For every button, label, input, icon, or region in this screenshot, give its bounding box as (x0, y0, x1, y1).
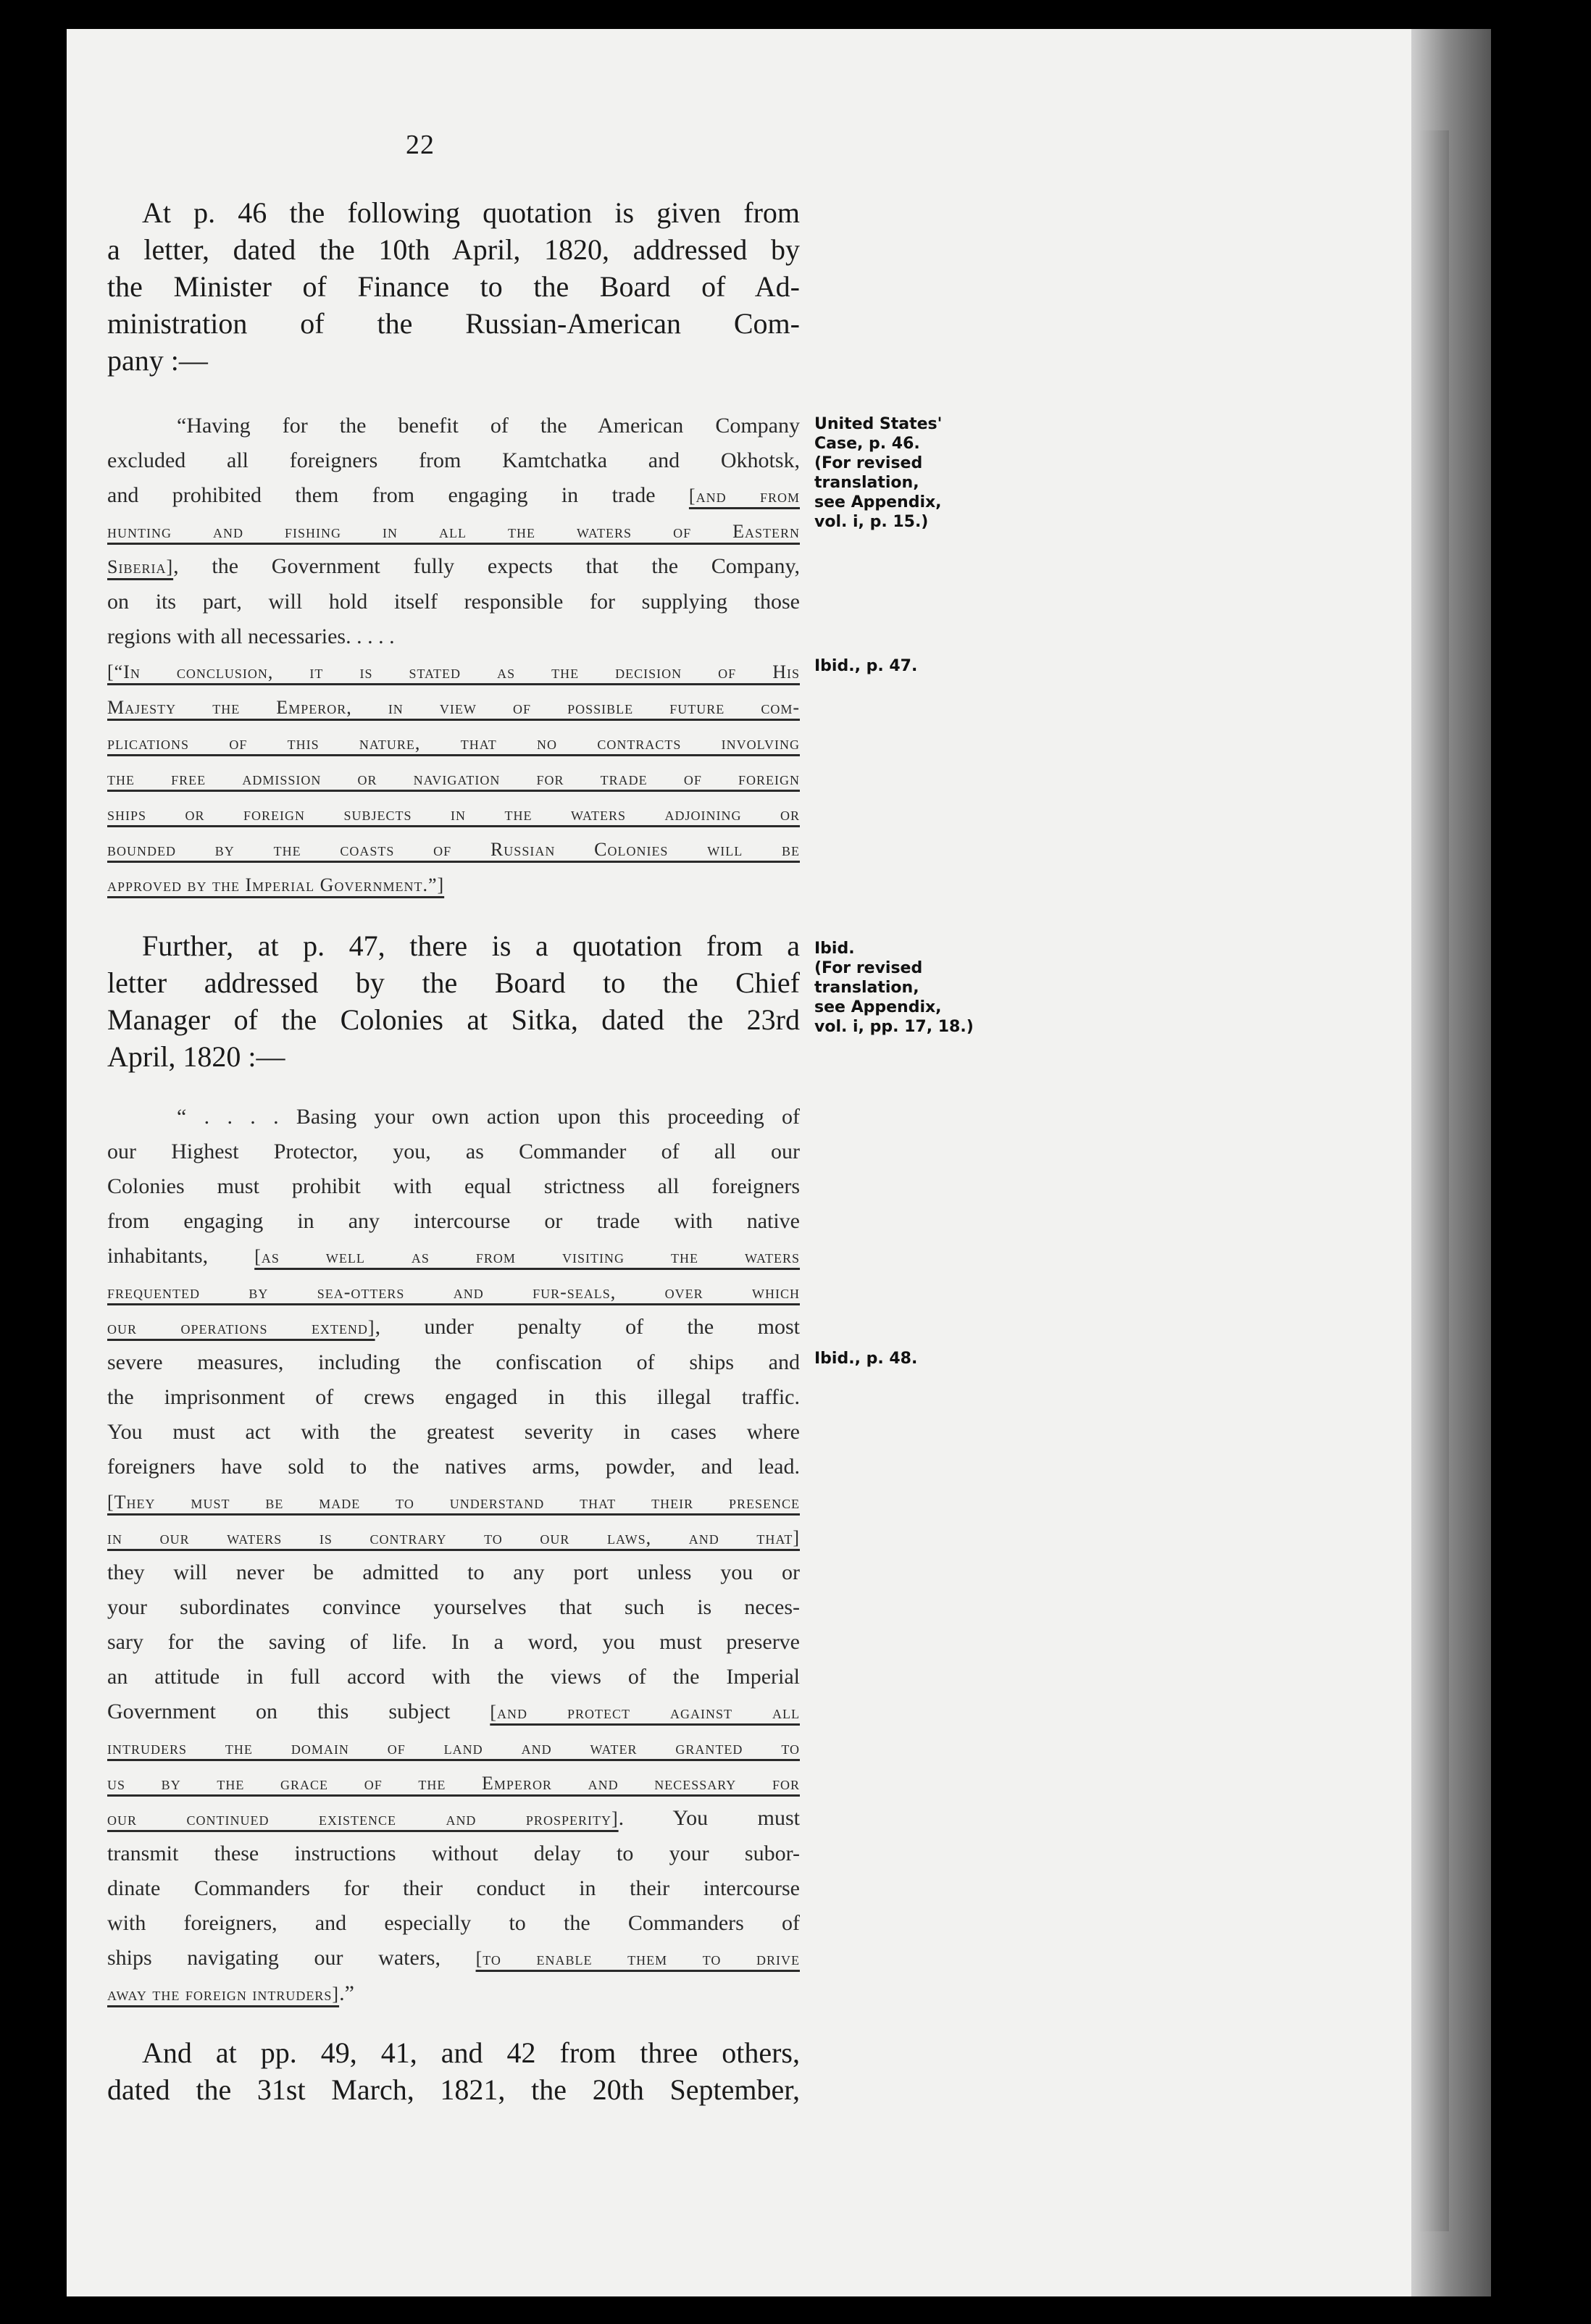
quote-line (107, 690, 800, 725)
quote-line: dinate Commanders for their conduct in their intercourse (107, 1876, 800, 1900)
emphasized-text: Majesty the Emperor, in view of possible future com- (107, 697, 800, 718)
quote-line (107, 761, 800, 796)
emphasized-text: plications of this nature, that no contracts involving (107, 732, 800, 753)
quote-line: transmit these instructions without delay to your subor- (107, 1842, 800, 1865)
quote-line: “ . . . . Basing your own action upon this proceeding of (177, 1105, 800, 1129)
quote-line: foreigners have sold to the natives arms, powder, and lead. (107, 1455, 800, 1479)
quote-line: with foreigners, and especially to the Commanders of (107, 1911, 800, 1935)
paragraph-line: a letter, dated the 10th April, 1820, addressed by (107, 233, 800, 266)
quote-text: , the Government fully expects that the Company, (173, 554, 800, 578)
emphasized-text: in our waters is contrary to our laws, and that] (107, 1527, 800, 1548)
quote-line: sary for the saving of life. In a word, you must preserve (107, 1630, 800, 1654)
quote-line (107, 1801, 800, 1836)
emphasized-text: bounded by the coasts of Russian Colonies will be (107, 839, 800, 860)
paragraph-line: Further, at p. 47, there is a quotation from a (142, 929, 800, 962)
quote-line: our Highest Protector, you, as Commander of all our (107, 1140, 800, 1163)
emphasized-text: away the foreign intruders] (107, 1984, 340, 2005)
page-number: 22 (406, 130, 435, 160)
emphasized-text: the free admission or navigation for trade of foreign (107, 768, 800, 789)
emphasized-text: our continued existence and prosperity] (107, 1808, 619, 1829)
paragraph-line: pany :— (107, 344, 208, 377)
quote-line (107, 1730, 800, 1765)
quote-line: on its part, will hold itself responsible for supplying those (107, 590, 800, 614)
paragraph-line: Manager of the Colonies at Sitka, dated the 23rd (107, 1003, 800, 1036)
quote-line: severe measures, including the confiscation of ships and (107, 1350, 800, 1374)
quote-line: You must act with the greatest severity in cases where (107, 1420, 800, 1444)
emphasized-text: [“In conclusion, it is stated as the decision of His (107, 661, 800, 682)
intro-paragraph (107, 194, 800, 379)
quote-line (107, 725, 800, 761)
paragraph-line: April, 1820 :— (107, 1040, 285, 1073)
quote-line (107, 1976, 800, 2012)
quote-line (107, 1694, 800, 1730)
quote-text: inhabitants, (107, 1244, 255, 1268)
paragraph-line: dated the 31st March, 1821, the 20th September, (107, 2073, 800, 2106)
quote-line: your subordinates convince yourselves that such is neces- (107, 1595, 800, 1619)
margin-note-us-case: United States' Case, p. 46. (For revised translation, see Appendix, vol. i, p. 15.) (814, 415, 943, 531)
emphasized-text: [and protect against all (490, 1702, 800, 1723)
paragraph-line: ministration of the Russian-American Com- (107, 307, 800, 340)
quote-line (107, 1239, 800, 1274)
quote-line (107, 867, 800, 903)
quote-line: regions with all necessaries. . . . . (107, 624, 395, 648)
paragraph-line: And at pp. 49, 41, and 42 from three others, (142, 2036, 800, 2069)
quote-line: from engaging in any intercourse or trade with native (107, 1209, 800, 1233)
emphasized-text: approved by the Imperial Government.”] (107, 874, 445, 895)
quote-line (107, 654, 800, 690)
emphasized-text: us by the grace of the Emperor and necessary for (107, 1773, 800, 1794)
quote-line: “Having for the benefit of the American Company (177, 414, 800, 438)
quote-block-1 (107, 409, 800, 903)
quote-line (107, 1520, 800, 1555)
closing-paragraph (107, 2034, 800, 2108)
quote-text: ships navigating our waters, (107, 1946, 476, 1970)
quote-line (107, 1765, 800, 1801)
emphasized-text: [as well as from visiting the waters (254, 1246, 801, 1267)
quote-line (107, 478, 800, 514)
emphasized-text: frequented by sea-otters and fur-seals, over which (107, 1282, 800, 1303)
emphasized-text: [They must be made to understand that their presence (107, 1492, 800, 1513)
quote-text: and prohibited them from engaging in trade (107, 483, 689, 507)
quote-line (107, 832, 800, 867)
paragraph-line: letter addressed by the Board to the Chief (107, 966, 800, 999)
margin-note-ibid-revised: Ibid. (For revised translation, see Appendix, vol. i, pp. 17, 18.) (814, 940, 974, 1036)
quote-line (107, 514, 800, 549)
margin-note-ibid-47: Ibid., p. 47. (814, 657, 918, 675)
quote-line: they will never be admitted to any port unless you or (107, 1560, 800, 1584)
emphasized-text: hunting and fishing in all the waters of Eastern (107, 521, 800, 542)
quote-line (107, 1310, 800, 1345)
paragraph-line: At p. 46 the following quotation is given from (142, 196, 800, 229)
emphasized-text: our operations extend] (107, 1317, 375, 1338)
quote-text: . You must (618, 1806, 800, 1830)
quote-line: the imprisonment of crews engaged in this illegal traffic. (107, 1385, 800, 1409)
quote-line (107, 796, 800, 832)
quote-line: Colonies must prohibit with equal strictness all foreigners (107, 1174, 800, 1198)
margin-note-ibid-48: Ibid., p. 48. (814, 1350, 918, 1368)
quote-line (107, 1484, 800, 1520)
quote-text: , under penalty of the most (375, 1315, 800, 1339)
emphasized-text: intruders the domain of land and water granted to (107, 1737, 800, 1758)
further-paragraph (107, 927, 800, 1075)
emphasized-text: ships or foreign subjects in the waters adjoining or (107, 803, 800, 824)
emphasized-text: [and from (688, 485, 800, 506)
quote-text: .” (339, 1981, 354, 2005)
quote-text: Government on this subject (107, 1700, 490, 1723)
quote-line: excluded all foreigners from Kamtchatka and Okhotsk, (107, 448, 800, 472)
quote-line (107, 1941, 800, 1976)
quote-line: an attitude in full accord with the views of the Imperial (107, 1665, 800, 1689)
emphasized-text: Siberia] (107, 556, 174, 577)
emphasized-text: [to enable them to drive (475, 1948, 800, 1969)
quote-line (107, 549, 800, 585)
page-edge-fold (1420, 130, 1449, 2231)
quote-line (107, 1274, 800, 1310)
paragraph-line: the Minister of Finance to the Board of Ad- (107, 270, 800, 303)
quote-block-2 (107, 1100, 800, 2012)
